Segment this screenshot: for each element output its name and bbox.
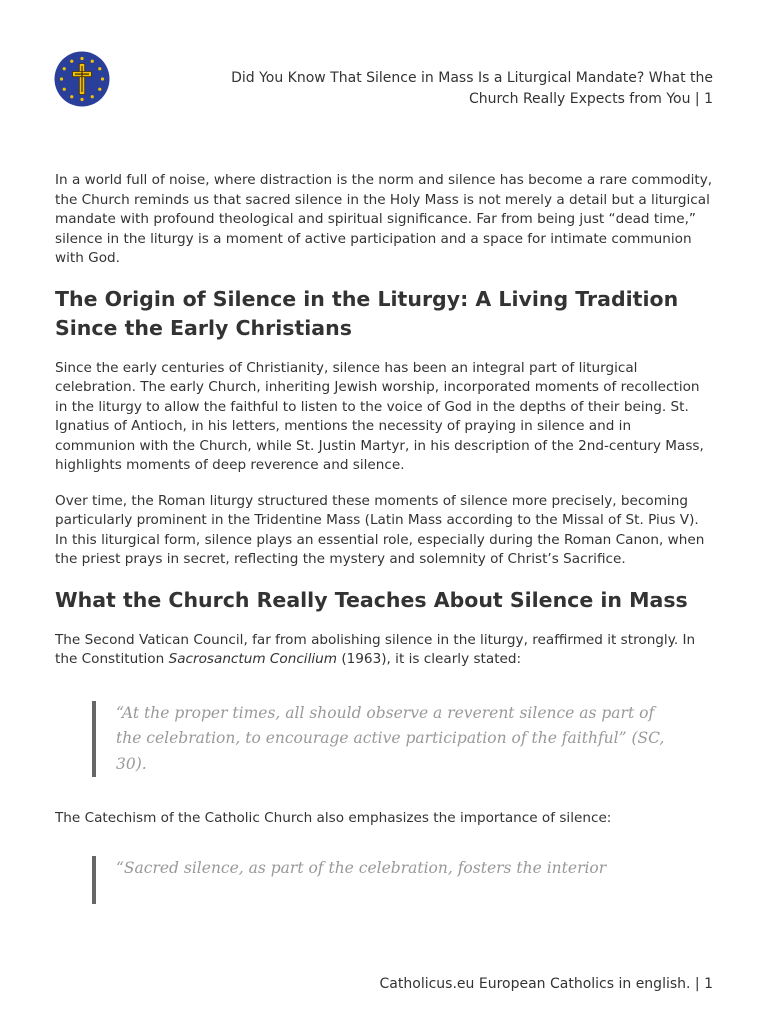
quote-sacrosanctum-concilium: “At the proper times, all should observe a reverent silence as part of the celebration, to encourage active participation of the faithful” (SC, 30). (92, 701, 676, 778)
catechism-paragraph: The Catechism of the Catholic Church also emphasizes the importance of silence: (55, 810, 612, 826)
section-heading-origin: The Origin of Silence in the Liturgy: A Living Tradition Since the Early Christians (55, 286, 679, 340)
origin-paragraph-1: Since the early centuries of Christianity, silence has been an integral part of liturgical celebration. The early Church, inheriting Jewish worship, incorporated moments of recollection in the liturgy to allow the faithful to listen to the voice of God in the depths of their being. St. Ignatius of Antioch, in his letters, mentions the necessity of praying in silence and in communion with the Church, while St. Justin Martyr, in his description of the 2nd-century Mass, highlights moments of deep reverence and silence. (55, 359, 704, 473)
quote-catechism: “Sacred silence, as part of the celebration, fosters the interior (92, 856, 676, 904)
catholicus-logo-icon (54, 51, 110, 107)
teaching-text-start: The Second Vatican Council, far from abolishing silence in the liturgy, reaffirmed it strongly. In the Constitution (55, 631, 696, 667)
section-heading-teaching: What the Church Really Teaches About Silence in Mass (55, 587, 688, 612)
teaching-paragraph (55, 631, 715, 670)
document-title-sacrosanctum: Sacrosanctum Concilium (168, 651, 337, 667)
header-title-line-2: Church Really Expects from You | 1 (468, 91, 713, 107)
page-footer: Catholicus.eu European Catholics in english. | 1 (379, 976, 713, 992)
header-title-line-1: Did You Know That Silence in Mass Is a Liturgical Mandate? What the (231, 70, 713, 86)
origin-paragraph-2: Over time, the Roman liturgy structured these moments of silence more precisely, becoming particularly prominent in the Tridentine Mass (Latin Mass according to the Missal of St. Pius V). In this liturgical form, silence plays an essential role, especially during the Roman Canon, when the priest prays in secret, reflecting the mystery and solemnity of Christ’s Sacrifice. (55, 492, 705, 567)
document-header-title (193, 68, 713, 110)
teaching-text-end: (1963), it is clearly stated: (337, 651, 522, 667)
intro-paragraph: In a world full of noise, where distraction is the norm and silence has become a rare commodity, the Church reminds us that sacred silence in the Holy Mass is not merely a detail but a liturgical mandate with profound theological and spiritual significance. Far from being just “dead time,” silence in the liturgy is a moment of active participation and a space for intimate communion with God. (55, 172, 713, 266)
article-body (55, 171, 715, 904)
